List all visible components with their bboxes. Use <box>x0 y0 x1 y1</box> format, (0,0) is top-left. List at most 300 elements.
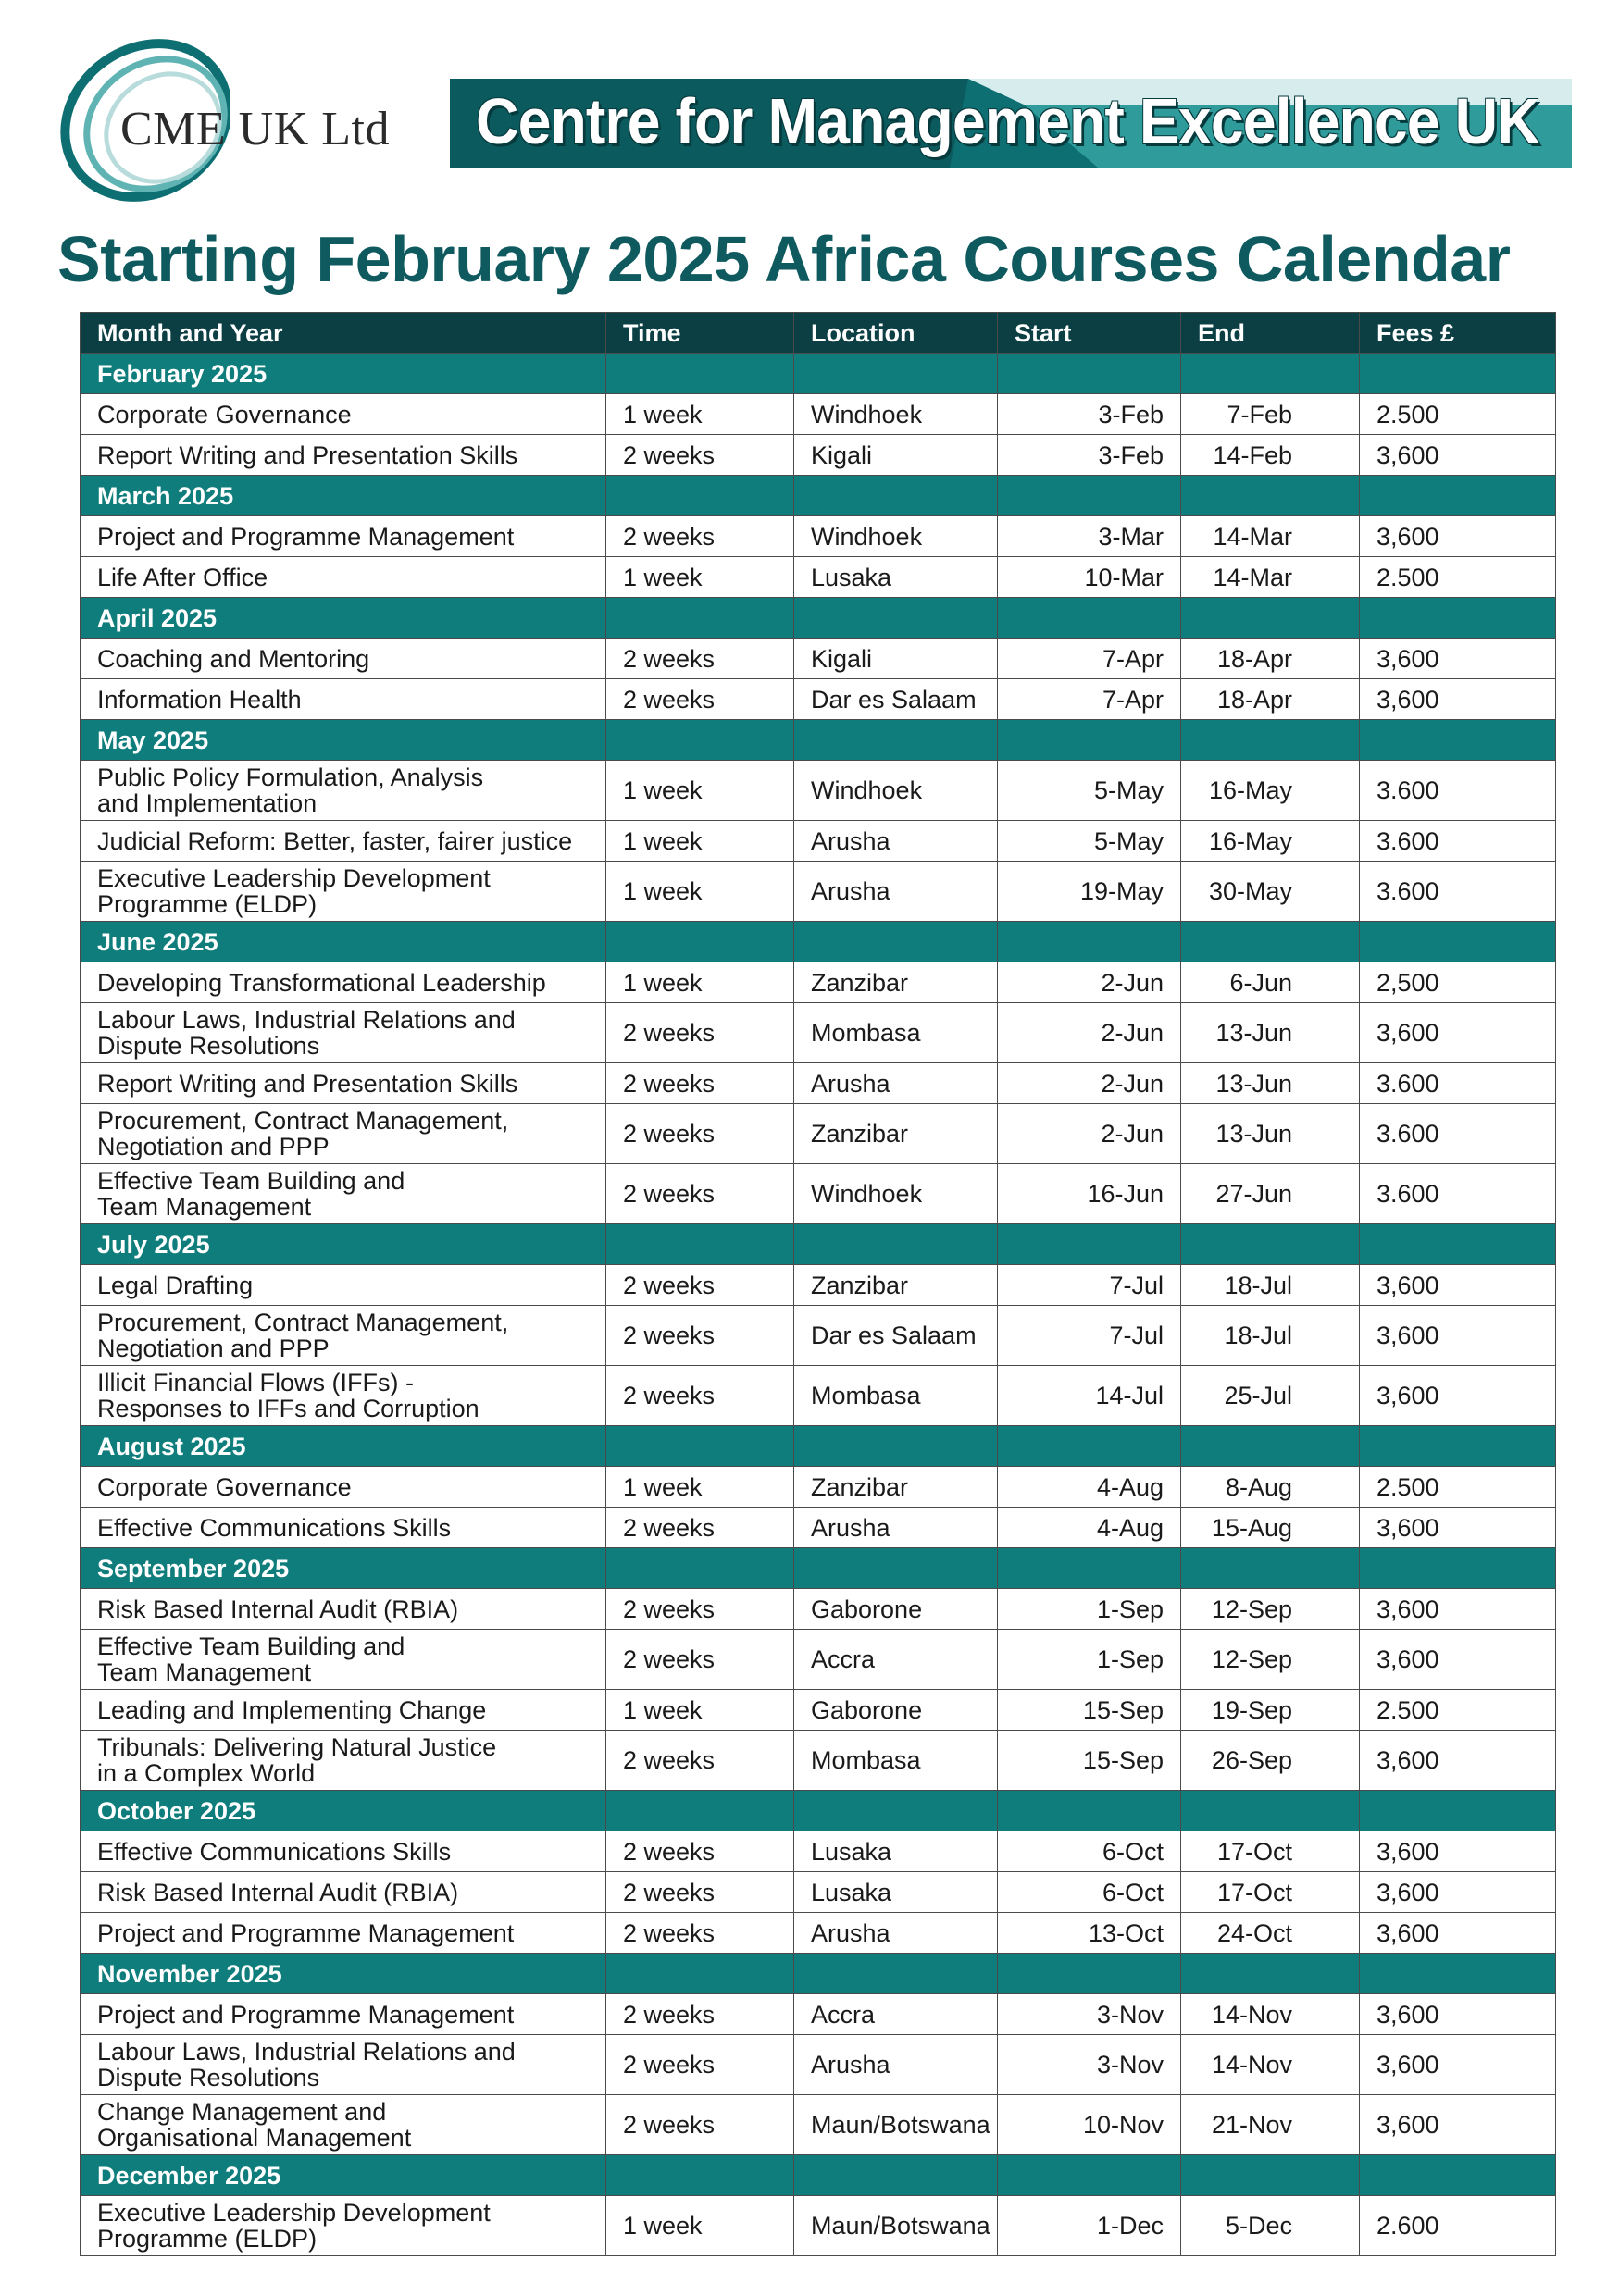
course-name <box>81 1164 606 1224</box>
course-fees: 3,600 <box>1360 1306 1556 1366</box>
course-end-date: 24-Oct <box>1181 1913 1360 1954</box>
month-row-cell <box>1181 720 1360 761</box>
course-duration: 2 weeks <box>606 1831 794 1872</box>
month-row-cell <box>998 1224 1181 1265</box>
course-end-date: 25-Jul <box>1181 1366 1360 1426</box>
month-row-cell <box>1360 598 1556 639</box>
table-row <box>81 1872 1556 1913</box>
month-row-cell <box>794 1224 998 1265</box>
table-row <box>81 2196 1556 2256</box>
month-row <box>81 922 1556 962</box>
month-row-cell <box>998 1791 1181 1831</box>
course-fees: 3.600 <box>1360 1063 1556 1104</box>
table-row <box>81 821 1556 862</box>
month-row-cell <box>606 1791 794 1831</box>
table-row <box>81 862 1556 922</box>
course-name-line: Public Policy Formulation, Analysis <box>97 763 484 791</box>
table-row <box>81 1630 1556 1690</box>
course-name-line: Effective Team Building and <box>97 1632 405 1660</box>
course-name: Information Health <box>81 679 606 720</box>
table-row <box>81 1690 1556 1731</box>
month-row-cell <box>1360 476 1556 516</box>
table-row <box>81 1731 1556 1791</box>
course-name-line: Team Management <box>97 1193 312 1221</box>
course-fees: 3,600 <box>1360 435 1556 476</box>
month-label: April 2025 <box>81 598 606 639</box>
course-location: Arusha <box>794 821 998 862</box>
course-name <box>81 761 606 821</box>
course-location: Windhoek <box>794 516 998 557</box>
course-name <box>81 2196 606 2256</box>
course-location: Arusha <box>794 1508 998 1548</box>
course-fees: 3,600 <box>1360 1630 1556 1690</box>
course-location: Windhoek <box>794 394 998 435</box>
course-name: Risk Based Internal Audit (RBIA) <box>81 1589 606 1630</box>
course-name: Project and Programme Management <box>81 516 606 557</box>
course-name: Corporate Governance <box>81 1467 606 1508</box>
course-end-date: 18-Apr <box>1181 639 1360 679</box>
table-body <box>81 354 1556 2256</box>
course-fees: 3.600 <box>1360 862 1556 922</box>
month-row-cell <box>606 922 794 962</box>
course-end-date: 15-Aug <box>1181 1508 1360 1548</box>
course-name-line: in a Complex World <box>97 1759 316 1787</box>
course-end-date: 7-Feb <box>1181 394 1360 435</box>
month-row-cell <box>794 598 998 639</box>
course-name-line: Procurement, Contract Management, <box>97 1107 509 1135</box>
course-fees: 3.600 <box>1360 1164 1556 1224</box>
course-location: Lusaka <box>794 1831 998 1872</box>
course-fees: 3,600 <box>1360 1265 1556 1306</box>
course-start-date: 19-May <box>998 862 1181 922</box>
course-end-date: 6-Jun <box>1181 962 1360 1003</box>
month-label: June 2025 <box>81 922 606 962</box>
course-duration: 2 weeks <box>606 1589 794 1630</box>
course-end-date: 16-May <box>1181 821 1360 862</box>
banner-title: Centre for Management Excellence UK <box>476 85 1539 157</box>
month-row-cell <box>606 1954 794 1994</box>
course-start-date: 2-Jun <box>998 1104 1181 1164</box>
month-row-cell <box>1360 1791 1556 1831</box>
course-start-date: 2-Jun <box>998 1063 1181 1104</box>
course-duration: 2 weeks <box>606 1731 794 1791</box>
month-row-cell <box>998 1954 1181 1994</box>
course-duration: 2 weeks <box>606 1630 794 1690</box>
course-end-date: 13-Jun <box>1181 1063 1360 1104</box>
month-label: March 2025 <box>81 476 606 516</box>
course-duration: 2 weeks <box>606 1994 794 2035</box>
month-row <box>81 598 1556 639</box>
course-duration: 2 weeks <box>606 1913 794 1954</box>
header-banner <box>450 79 1572 168</box>
course-start-date: 7-Apr <box>998 679 1181 720</box>
month-row <box>81 1426 1556 1467</box>
course-name-line: Illicit Financial Flows (IFFs) - <box>97 1369 415 1396</box>
course-duration: 1 week <box>606 557 794 598</box>
course-start-date: 3-Nov <box>998 2035 1181 2095</box>
month-label: February 2025 <box>81 354 606 394</box>
courses-calendar-table <box>80 312 1556 2256</box>
table-row <box>81 639 1556 679</box>
month-row-cell <box>794 1791 998 1831</box>
table-row <box>81 1104 1556 1164</box>
column-header: Month and Year <box>81 313 606 354</box>
course-fees: 2,500 <box>1360 962 1556 1003</box>
table-row <box>81 761 1556 821</box>
course-start-date: 7-Apr <box>998 639 1181 679</box>
month-row-cell <box>998 1426 1181 1467</box>
course-name-line: Negotiation and PPP <box>97 1334 330 1362</box>
month-row-cell <box>606 2155 794 2196</box>
course-start-date: 1-Sep <box>998 1589 1181 1630</box>
course-fees: 2.500 <box>1360 557 1556 598</box>
course-name: Effective Communications Skills <box>81 1508 606 1548</box>
course-duration: 2 weeks <box>606 1306 794 1366</box>
course-fees: 3,600 <box>1360 2095 1556 2155</box>
course-fees: 3,600 <box>1360 516 1556 557</box>
month-row-cell <box>606 1224 794 1265</box>
month-label: November 2025 <box>81 1954 606 1994</box>
column-header: Fees £ <box>1360 313 1556 354</box>
month-row-cell <box>1181 354 1360 394</box>
course-end-date: 18-Jul <box>1181 1265 1360 1306</box>
course-end-date: 30-May <box>1181 862 1360 922</box>
course-fees: 3,600 <box>1360 1003 1556 1063</box>
course-location: Gaborone <box>794 1690 998 1731</box>
course-start-date: 10-Mar <box>998 557 1181 598</box>
course-end-date: 12-Sep <box>1181 1630 1360 1690</box>
month-row-cell <box>998 2155 1181 2196</box>
course-name-line: Labour Laws, Industrial Relations and <box>97 2038 516 2066</box>
table-row <box>81 1003 1556 1063</box>
course-end-date: 5-Dec <box>1181 2196 1360 2256</box>
month-row <box>81 1224 1556 1265</box>
course-name-line: Procurement, Contract Management, <box>97 1309 509 1336</box>
course-start-date: 15-Sep <box>998 1731 1181 1791</box>
course-end-date: 17-Oct <box>1181 1872 1360 1913</box>
course-duration: 2 weeks <box>606 679 794 720</box>
course-duration: 1 week <box>606 761 794 821</box>
month-label: August 2025 <box>81 1426 606 1467</box>
course-start-date: 10-Nov <box>998 2095 1181 2155</box>
course-location: Dar es Salaam <box>794 679 998 720</box>
course-name-line: Dispute Resolutions <box>97 1032 320 1060</box>
course-name-line: Tribunals: Delivering Natural Justice <box>97 1733 497 1761</box>
course-name: Legal Drafting <box>81 1265 606 1306</box>
course-name <box>81 1003 606 1063</box>
month-row <box>81 2155 1556 2196</box>
course-name: Developing Transformational Leadership <box>81 962 606 1003</box>
column-header: Time <box>606 313 794 354</box>
course-start-date: 7-Jul <box>998 1265 1181 1306</box>
month-row-cell <box>794 354 998 394</box>
course-duration: 2 weeks <box>606 1265 794 1306</box>
month-row-cell <box>606 1426 794 1467</box>
course-name <box>81 1630 606 1690</box>
month-row-cell <box>998 922 1181 962</box>
course-duration: 1 week <box>606 1467 794 1508</box>
table-row <box>81 1913 1556 1954</box>
month-label: July 2025 <box>81 1224 606 1265</box>
table-row <box>81 1063 1556 1104</box>
table-row <box>81 1831 1556 1872</box>
table-row <box>81 394 1556 435</box>
table-header-row <box>81 313 1556 354</box>
month-row-cell <box>1181 1224 1360 1265</box>
course-name-line: Programme (ELDP) <box>97 890 318 918</box>
course-location: Zanzibar <box>794 1467 998 1508</box>
course-name-line: Executive Leadership Development <box>97 2199 491 2227</box>
course-start-date: 3-Feb <box>998 435 1181 476</box>
month-row-cell <box>998 598 1181 639</box>
month-row-cell <box>1181 1954 1360 1994</box>
course-end-date: 18-Jul <box>1181 1306 1360 1366</box>
course-name-line: Effective Team Building and <box>97 1167 405 1195</box>
course-fees: 3,600 <box>1360 639 1556 679</box>
course-end-date: 16-May <box>1181 761 1360 821</box>
course-start-date: 1-Sep <box>998 1630 1181 1690</box>
course-name: Report Writing and Presentation Skills <box>81 435 606 476</box>
course-name: Report Writing and Presentation Skills <box>81 1063 606 1104</box>
course-location: Arusha <box>794 1063 998 1104</box>
month-row-cell <box>1360 1426 1556 1467</box>
table-row <box>81 1366 1556 1426</box>
course-start-date: 6-Oct <box>998 1872 1181 1913</box>
course-fees: 3.600 <box>1360 821 1556 862</box>
course-duration: 2 weeks <box>606 639 794 679</box>
course-fees: 3,600 <box>1360 1994 1556 2035</box>
course-duration: 2 weeks <box>606 1164 794 1224</box>
month-label: October 2025 <box>81 1791 606 1831</box>
table-row <box>81 1265 1556 1306</box>
course-end-date: 26-Sep <box>1181 1731 1360 1791</box>
course-end-date: 12-Sep <box>1181 1589 1360 1630</box>
column-header: Location <box>794 313 998 354</box>
course-name <box>81 1366 606 1426</box>
month-row <box>81 720 1556 761</box>
course-name: Judicial Reform: Better, faster, fairer justice <box>81 821 606 862</box>
course-start-date: 4-Aug <box>998 1467 1181 1508</box>
month-row-cell <box>1360 922 1556 962</box>
course-fees: 3,600 <box>1360 1913 1556 1954</box>
course-start-date: 16-Jun <box>998 1164 1181 1224</box>
course-location: Arusha <box>794 2035 998 2095</box>
course-duration: 2 weeks <box>606 1366 794 1426</box>
month-row-cell <box>1181 922 1360 962</box>
month-label: December 2025 <box>81 2155 606 2196</box>
course-duration: 1 week <box>606 394 794 435</box>
course-start-date: 2-Jun <box>998 962 1181 1003</box>
course-start-date: 14-Jul <box>998 1366 1181 1426</box>
month-row-cell <box>794 1548 998 1589</box>
course-start-date: 15-Sep <box>998 1690 1181 1731</box>
course-location: Mombasa <box>794 1731 998 1791</box>
course-start-date: 2-Jun <box>998 1003 1181 1063</box>
course-end-date: 19-Sep <box>1181 1690 1360 1731</box>
month-row-cell <box>794 1954 998 1994</box>
course-location: Maun/Botswana <box>794 2095 998 2155</box>
course-name <box>81 1104 606 1164</box>
table-row <box>81 679 1556 720</box>
course-end-date: 18-Apr <box>1181 679 1360 720</box>
course-start-date: 5-May <box>998 761 1181 821</box>
month-row <box>81 1954 1556 1994</box>
course-name-line: Negotiation and PPP <box>97 1133 330 1160</box>
month-row-cell <box>606 354 794 394</box>
month-row-cell <box>1360 1548 1556 1589</box>
course-end-date: 14-Nov <box>1181 2035 1360 2095</box>
course-name <box>81 1306 606 1366</box>
course-name: Risk Based Internal Audit (RBIA) <box>81 1872 606 1913</box>
month-row-cell <box>794 1426 998 1467</box>
course-name-line: Executive Leadership Development <box>97 864 491 892</box>
course-duration: 1 week <box>606 962 794 1003</box>
course-location: Kigali <box>794 435 998 476</box>
month-row-cell <box>1181 2155 1360 2196</box>
course-start-date: 1-Dec <box>998 2196 1181 2256</box>
month-row-cell <box>1181 1426 1360 1467</box>
course-name-line: Labour Laws, Industrial Relations and <box>97 1006 516 1034</box>
course-location: Zanzibar <box>794 1265 998 1306</box>
logo-text: CME UK Ltd <box>120 103 390 155</box>
course-start-date: 4-Aug <box>998 1508 1181 1548</box>
course-duration: 2 weeks <box>606 1104 794 1164</box>
course-fees: 3,600 <box>1360 679 1556 720</box>
course-name-line: Responses to IFFs and Corruption <box>97 1395 479 1422</box>
month-row-cell <box>606 598 794 639</box>
table-row <box>81 962 1556 1003</box>
month-row-cell <box>1360 720 1556 761</box>
course-fees: 2.500 <box>1360 1467 1556 1508</box>
course-location: Zanzibar <box>794 962 998 1003</box>
page-title: Starting February 2025 Africa Courses Calendar <box>57 223 1511 295</box>
course-duration: 2 weeks <box>606 2095 794 2155</box>
course-duration: 2 weeks <box>606 1508 794 1548</box>
course-location: Mombasa <box>794 1366 998 1426</box>
course-start-date: 13-Oct <box>998 1913 1181 1954</box>
course-start-date: 5-May <box>998 821 1181 862</box>
month-row-cell <box>1360 1954 1556 1994</box>
month-row-cell <box>1360 2155 1556 2196</box>
month-row-cell <box>1181 1791 1360 1831</box>
month-row-cell <box>606 476 794 516</box>
course-duration: 2 weeks <box>606 1872 794 1913</box>
course-duration: 2 weeks <box>606 1003 794 1063</box>
table-row <box>81 1467 1556 1508</box>
course-location: Windhoek <box>794 761 998 821</box>
course-end-date: 8-Aug <box>1181 1467 1360 1508</box>
table-row <box>81 1164 1556 1224</box>
course-start-date: 3-Nov <box>998 1994 1181 2035</box>
course-fees: 3,600 <box>1360 1831 1556 1872</box>
course-duration: 1 week <box>606 862 794 922</box>
month-row-cell <box>998 720 1181 761</box>
course-name: Life After Office <box>81 557 606 598</box>
course-end-date: 21-Nov <box>1181 2095 1360 2155</box>
table-row <box>81 2095 1556 2155</box>
course-duration: 2 weeks <box>606 2035 794 2095</box>
month-row-cell <box>1181 598 1360 639</box>
course-name: Effective Communications Skills <box>81 1831 606 1872</box>
table-row <box>81 516 1556 557</box>
course-name-line: Programme (ELDP) <box>97 2225 318 2253</box>
course-name-line: and Implementation <box>97 789 318 817</box>
course-location: Lusaka <box>794 1872 998 1913</box>
month-row-cell <box>606 1548 794 1589</box>
course-location: Arusha <box>794 1913 998 1954</box>
month-row-cell <box>606 720 794 761</box>
month-label: September 2025 <box>81 1548 606 1589</box>
column-header: Start <box>998 313 1181 354</box>
month-row <box>81 476 1556 516</box>
course-fees: 3,600 <box>1360 2035 1556 2095</box>
course-fees: 3,600 <box>1360 1366 1556 1426</box>
month-row-cell <box>794 476 998 516</box>
course-end-date: 13-Jun <box>1181 1104 1360 1164</box>
course-end-date: 27-Jun <box>1181 1164 1360 1224</box>
table-row <box>81 1994 1556 2035</box>
course-end-date: 14-Mar <box>1181 557 1360 598</box>
course-name-line: Dispute Resolutions <box>97 2064 320 2091</box>
course-duration: 2 weeks <box>606 1063 794 1104</box>
month-row-cell <box>794 922 998 962</box>
table-row <box>81 1589 1556 1630</box>
course-fees: 3.600 <box>1360 1104 1556 1164</box>
course-name <box>81 2035 606 2095</box>
column-header: End <box>1181 313 1360 354</box>
month-row-cell <box>1360 354 1556 394</box>
course-fees: 2.500 <box>1360 1690 1556 1731</box>
course-name <box>81 862 606 922</box>
course-duration: 2 weeks <box>606 516 794 557</box>
course-duration: 2 weeks <box>606 435 794 476</box>
course-name: Corporate Governance <box>81 394 606 435</box>
course-location: Mombasa <box>794 1003 998 1063</box>
month-row-cell <box>1181 1548 1360 1589</box>
course-name-line: Change Management and <box>97 2098 387 2126</box>
course-start-date: 3-Mar <box>998 516 1181 557</box>
course-location: Accra <box>794 1630 998 1690</box>
course-location: Zanzibar <box>794 1104 998 1164</box>
course-name-line: Organisational Management <box>97 2124 412 2152</box>
month-label: May 2025 <box>81 720 606 761</box>
course-start-date: 7-Jul <box>998 1306 1181 1366</box>
course-fees: 3,600 <box>1360 1872 1556 1913</box>
course-start-date: 3-Feb <box>998 394 1181 435</box>
course-location: Accra <box>794 1994 998 2035</box>
month-row-cell <box>998 354 1181 394</box>
course-name-line: Team Management <box>97 1658 312 1686</box>
course-fees: 3.600 <box>1360 761 1556 821</box>
course-location: Kigali <box>794 639 998 679</box>
course-location: Maun/Botswana <box>794 2196 998 2256</box>
course-location: Arusha <box>794 862 998 922</box>
course-name: Leading and Implementing Change <box>81 1690 606 1731</box>
table-row <box>81 1508 1556 1548</box>
table-row <box>81 1306 1556 1366</box>
course-location: Dar es Salaam <box>794 1306 998 1366</box>
course-end-date: 17-Oct <box>1181 1831 1360 1872</box>
course-fees: 2.500 <box>1360 394 1556 435</box>
course-name: Coaching and Mentoring <box>81 639 606 679</box>
course-location: Lusaka <box>794 557 998 598</box>
month-row <box>81 1791 1556 1831</box>
course-fees: 3,600 <box>1360 1731 1556 1791</box>
course-fees: 3,600 <box>1360 1508 1556 1548</box>
month-row-cell <box>794 720 998 761</box>
course-location: Gaborone <box>794 1589 998 1630</box>
course-duration: 1 week <box>606 1690 794 1731</box>
